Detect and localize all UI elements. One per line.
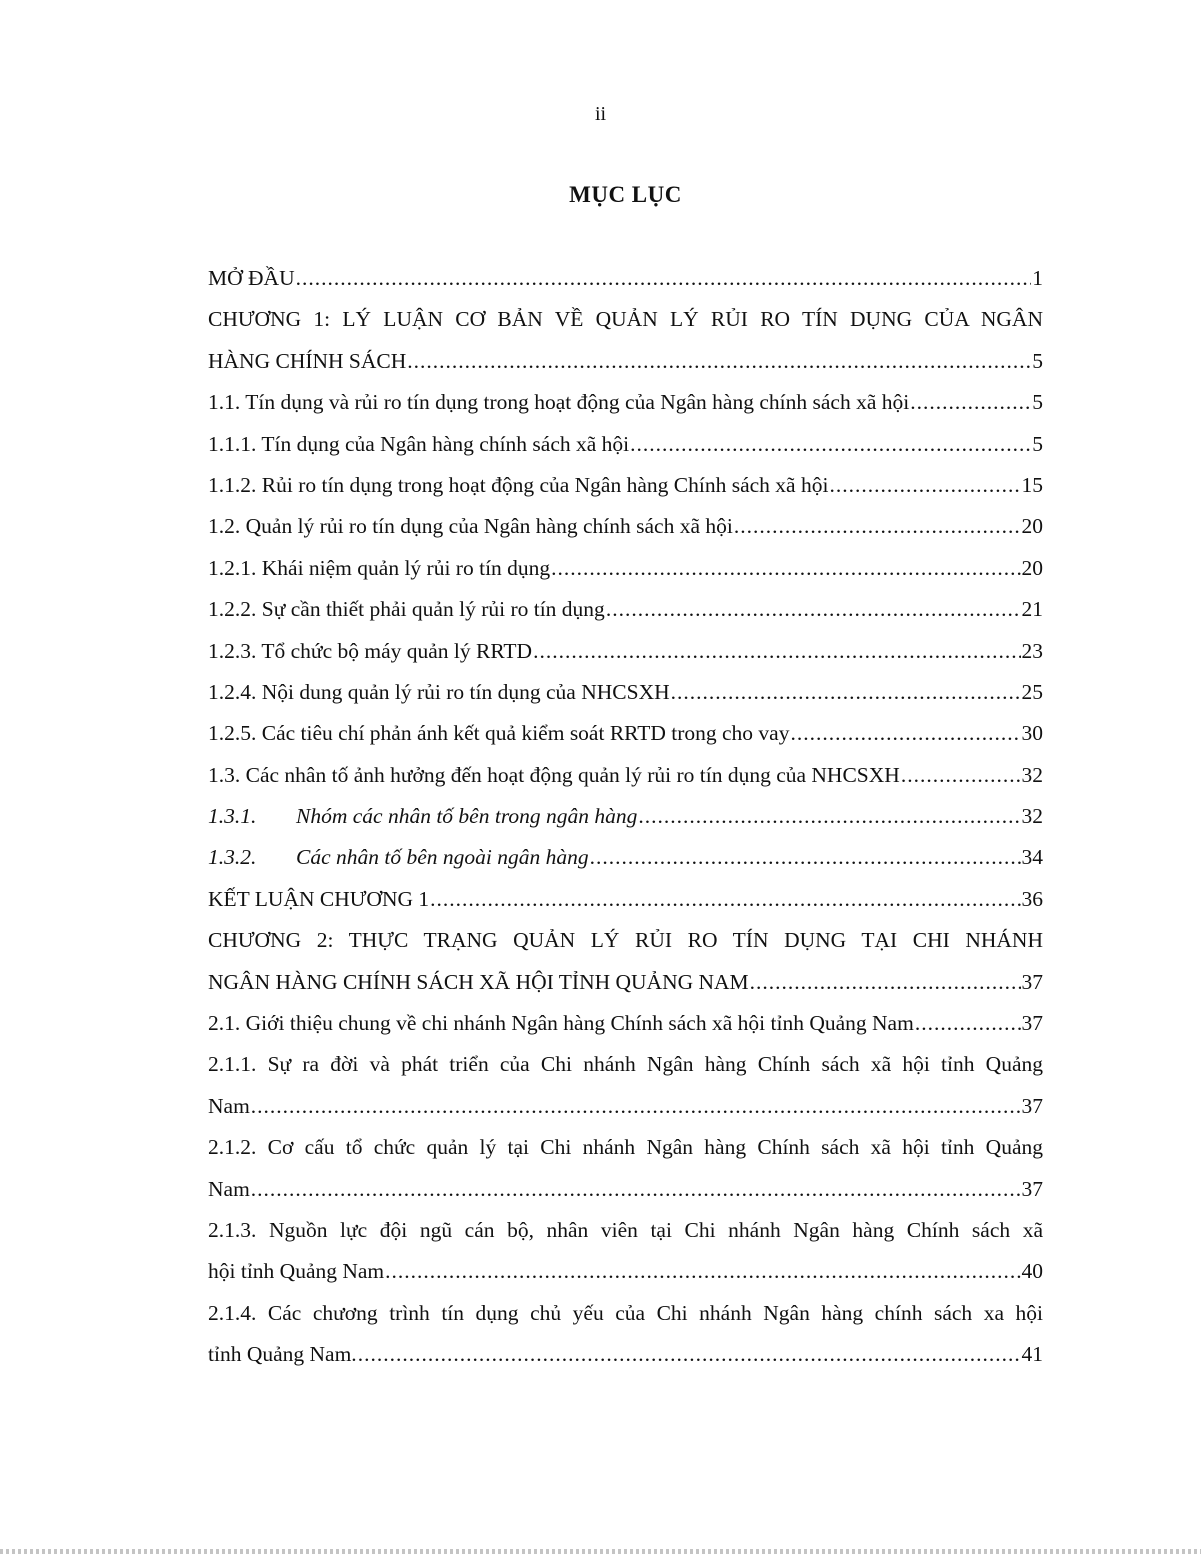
toc-entry-page: 37 [1021,1093,1043,1118]
dot-leader [533,631,1020,672]
toc-entry[interactable] [208,589,1043,630]
toc-entry-continuation[interactable] [208,1251,1043,1292]
dot-leader [251,1169,1021,1210]
toc-entry[interactable] [208,1210,1043,1251]
toc-title: MỤC LỤC [569,182,682,207]
toc-entry-text: Nam [208,1176,250,1201]
dot-leader [829,465,1020,506]
dot-leader [407,341,1031,382]
dot-leader [430,879,1020,920]
toc-entry-page: 25 [1021,679,1043,704]
toc-entry-text: 1.1. Tín dụng và rủi ro tín dụng trong hoạt động của Ngân hàng chính sách xã hội [208,390,910,415]
toc-entry-text: hội tỉnh Quảng Nam [208,1259,385,1284]
toc-entry-page: 34 [1021,845,1043,870]
toc-entry-text: 1.2.1. Khái niệm quản lý rủi ro tín dụng [208,555,551,580]
toc-entry-page: 15 [1021,472,1043,497]
toc-entry-text: 1.2.2. Sự cần thiết phải quản lý rủi ro tín dụng [208,597,605,622]
toc-entry[interactable] [208,1293,1043,1334]
dot-leader [901,755,1021,796]
toc-entry-text: 1.3. Các nhân tố ảnh hưởng đến hoạt động quản lý rủi ro tín dụng của NHCSXH [208,762,900,787]
toc-entry-page: 41 [1021,1342,1043,1367]
toc-entry[interactable] [208,258,1043,299]
toc-entry[interactable] [208,713,1043,754]
toc-entry[interactable] [208,1044,1043,1085]
toc-entry-page: 40 [1021,1259,1043,1284]
toc-entry-text: 2.1.3. Nguồn lực đội ngũ cán bộ, nhân viên tại Chi nhánh Ngân hàng Chính sách xã [208,1217,1043,1242]
toc-entry-text: CHƯƠNG 2: THỰC TRẠNG QUẢN LÝ RỦI RO TÍN DỤNG TẠI CHI NHÁNH [208,928,1043,953]
toc-entry-page: 5 [1032,431,1043,456]
dot-leader [630,424,1031,465]
toc-entry[interactable] [208,755,1043,796]
toc-entry-text: Nam [208,1093,250,1118]
toc-entry[interactable] [208,796,1043,837]
toc-entry-text: 2.1.1. Sự ra đời và phát triển của Chi nhánh Ngân hàng Chính sách xã hội tỉnh Quảng [208,1052,1043,1077]
toc-entry[interactable] [208,1127,1043,1168]
toc-entry-continuation[interactable] [208,341,1043,382]
toc-entry-text: NGÂN HÀNG CHÍNH SÁCH XÃ HỘI TỈNH QUẢNG NAM [208,969,749,994]
toc-entry-text: 2.1.4. Các chương trình tín dụng chủ yếu của Chi nhánh Ngân hàng chính sách xa hội [208,1300,1043,1325]
dot-leader [590,837,1021,878]
toc-entry[interactable] [208,506,1043,547]
toc-entry-page: 37 [1021,1011,1043,1036]
toc-entry-text: 1.1.2. Rủi ro tín dụng trong hoạt động của Ngân hàng Chính sách xã hội [208,472,829,497]
dot-leader [551,548,1020,589]
toc-entry-text: 1.2.4. Nội dung quản lý rủi ro tín dụng của NHCSXH [208,679,670,704]
toc-entry-page: 37 [1021,969,1043,994]
toc-entry-text: 1.1.1. Tín dụng của Ngân hàng chính sách xã hội [208,431,630,456]
toc-entry[interactable] [208,631,1043,672]
toc-entry-text: HÀNG CHÍNH SÁCH [208,348,407,373]
dot-leader [671,672,1021,713]
toc-entry-page: 32 [1021,762,1043,787]
toc-entry-page: 5 [1032,348,1043,373]
toc-entry-text: tỉnh Quảng Nam. [208,1342,357,1367]
dot-leader [734,506,1021,547]
dot-leader [638,796,1020,837]
toc-entry[interactable] [208,879,1043,920]
toc-entry[interactable] [208,672,1043,713]
dot-leader [251,1086,1021,1127]
toc-entry[interactable] [208,424,1043,465]
toc-entry-page: 23 [1021,638,1043,663]
toc-entry-page: 20 [1021,555,1043,580]
toc-entry-continuation[interactable] [208,1086,1043,1127]
toc-entry-page: 21 [1021,597,1043,622]
toc-entry[interactable] [208,299,1043,340]
dot-leader [296,258,1032,299]
toc-entry-text [208,837,589,878]
dot-leader [790,713,1020,754]
scan-edge-artifact [0,1549,1201,1554]
dot-leader [606,589,1021,630]
toc-entry-page: 1 [1032,266,1043,290]
dot-leader [358,1334,1021,1375]
toc-entry-title: Các nhân tố bên ngoài ngân hàng [296,845,589,870]
toc-entry-page: 32 [1021,804,1043,829]
toc-entry-text: 1.2. Quản lý rủi ro tín dụng của Ngân hàng chính sách xã hội [208,514,733,539]
toc-entry-number: 1.3.1. [208,804,257,829]
toc-entry[interactable] [208,837,1043,878]
page-number: ii [594,103,607,125]
table-of-contents [208,258,1043,1376]
dot-leader [750,962,1021,1003]
toc-entry-text: 2.1. Giới thiệu chung về chi nhánh Ngân hàng Chính sách xã hội tỉnh Quảng Nam [208,1011,914,1036]
toc-entry-text: KẾT LUẬN CHƯƠNG 1 [208,886,430,911]
toc-entry-text: 1.2.5. Các tiêu chí phản ánh kết quả kiểm soát RRTD trong cho vay [208,721,790,746]
dot-leader [910,382,1031,423]
toc-entry[interactable] [208,1003,1043,1044]
toc-entry-text: 1.2.3. Tổ chức bộ máy quản lý RRTD [208,638,533,663]
toc-entry-continuation[interactable] [208,1169,1043,1210]
toc-entry-page: 5 [1032,390,1043,415]
toc-entry-page: 37 [1021,1176,1043,1201]
toc-entry[interactable] [208,920,1043,961]
toc-entry-page: 30 [1021,721,1043,746]
toc-entry-page: 36 [1021,886,1043,911]
toc-entry-text: 2.1.2. Cơ cấu tổ chức quản lý tại Chi nhánh Ngân hàng Chính sách xã hội tỉnh Quảng [208,1135,1043,1160]
dot-leader [385,1251,1020,1292]
toc-entry[interactable] [208,465,1043,506]
toc-entry-continuation[interactable] [208,1334,1043,1375]
toc-entry[interactable] [208,548,1043,589]
toc-entry-text: CHƯƠNG 1: LÝ LUẬN CƠ BẢN VỀ QUẢN LÝ RỦI RO TÍN DỤNG CỦA NGÂN [208,307,1043,332]
toc-entry[interactable] [208,382,1043,423]
toc-entry-page: 20 [1021,514,1043,539]
toc-entry-continuation[interactable] [208,962,1043,1003]
toc-entry-title: Nhóm các nhân tố bên trong ngân hàng [296,804,638,829]
toc-entry-text: MỞ ĐẦU [208,266,295,290]
toc-entry-number: 1.3.2. [208,845,257,870]
dot-leader [915,1003,1021,1044]
toc-entry-text [208,796,637,837]
